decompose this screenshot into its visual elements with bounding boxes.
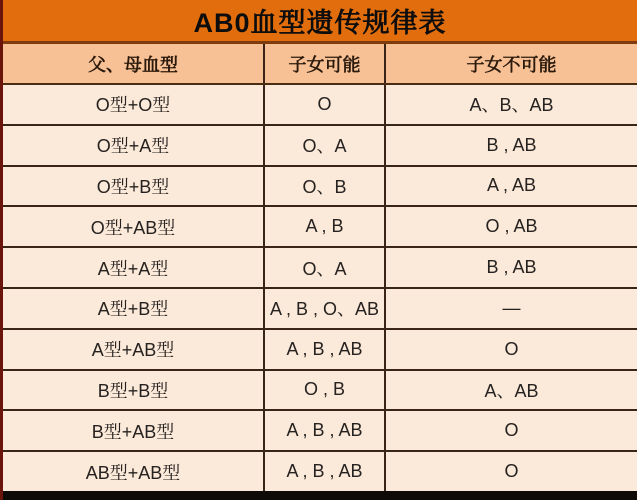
cell-impossible: B , AB — [486, 257, 537, 278]
cell-parents: B型+B型 — [3, 371, 265, 410]
cell-impossible: A、AB — [484, 380, 539, 401]
table-row — [3, 289, 637, 330]
cell-parents: O型+B型 — [3, 167, 265, 206]
header-cell-possible: 子女可能 — [265, 44, 386, 83]
cell-possible: O、B — [265, 167, 386, 206]
table-row — [3, 330, 637, 371]
cell-possible: A , B , AB — [265, 330, 386, 369]
table-row — [3, 411, 637, 452]
cell-impossible: B , AB — [486, 134, 537, 155]
cell-possible: A , B , O、AB — [265, 289, 386, 328]
cell-possible: A , B , AB — [265, 411, 386, 450]
table-row — [3, 452, 637, 491]
cell-possible: O、A — [265, 126, 386, 165]
cell-impossible: O — [504, 461, 519, 482]
cell-possible: O、A — [265, 248, 386, 287]
cell-impossible: A、B、AB — [469, 95, 554, 116]
cell-parents: O型+AB型 — [3, 207, 265, 246]
cell-parents: B型+AB型 — [3, 411, 265, 450]
cell-parents: A型+AB型 — [3, 330, 265, 369]
table-header-row — [3, 44, 637, 85]
bottom-edge-bar — [3, 491, 637, 500]
cell-parents: O型+A型 — [3, 126, 265, 165]
cell-possible: A , B — [265, 207, 386, 246]
cell-possible: O — [265, 85, 386, 124]
cell-parents: A型+A型 — [3, 248, 265, 287]
cell-impossible: O , AB — [485, 216, 538, 237]
header-cell-impossible: 子女不可能 — [466, 54, 557, 75]
cell-impossible: O — [504, 338, 519, 359]
table-row — [3, 126, 637, 167]
table-row — [3, 167, 637, 208]
header-cell-parents: 父、母血型 — [3, 44, 265, 83]
cell-impossible: O — [504, 420, 519, 441]
table-body — [3, 85, 637, 491]
cell-possible: A , B , AB — [265, 452, 386, 491]
table-row — [3, 248, 637, 289]
table-row — [3, 85, 637, 126]
cell-parents: A型+B型 — [3, 289, 265, 328]
cell-parents: AB型+AB型 — [3, 452, 265, 491]
table-row — [3, 207, 637, 248]
cell-impossible: — — [502, 297, 521, 318]
cell-parents: O型+O型 — [3, 85, 265, 124]
cell-possible: O , B — [265, 371, 386, 410]
cell-impossible: A , AB — [486, 175, 537, 196]
table-row — [3, 371, 637, 412]
title-bar — [3, 0, 637, 44]
page-title: AB0血型遗传规律表 — [193, 8, 447, 38]
